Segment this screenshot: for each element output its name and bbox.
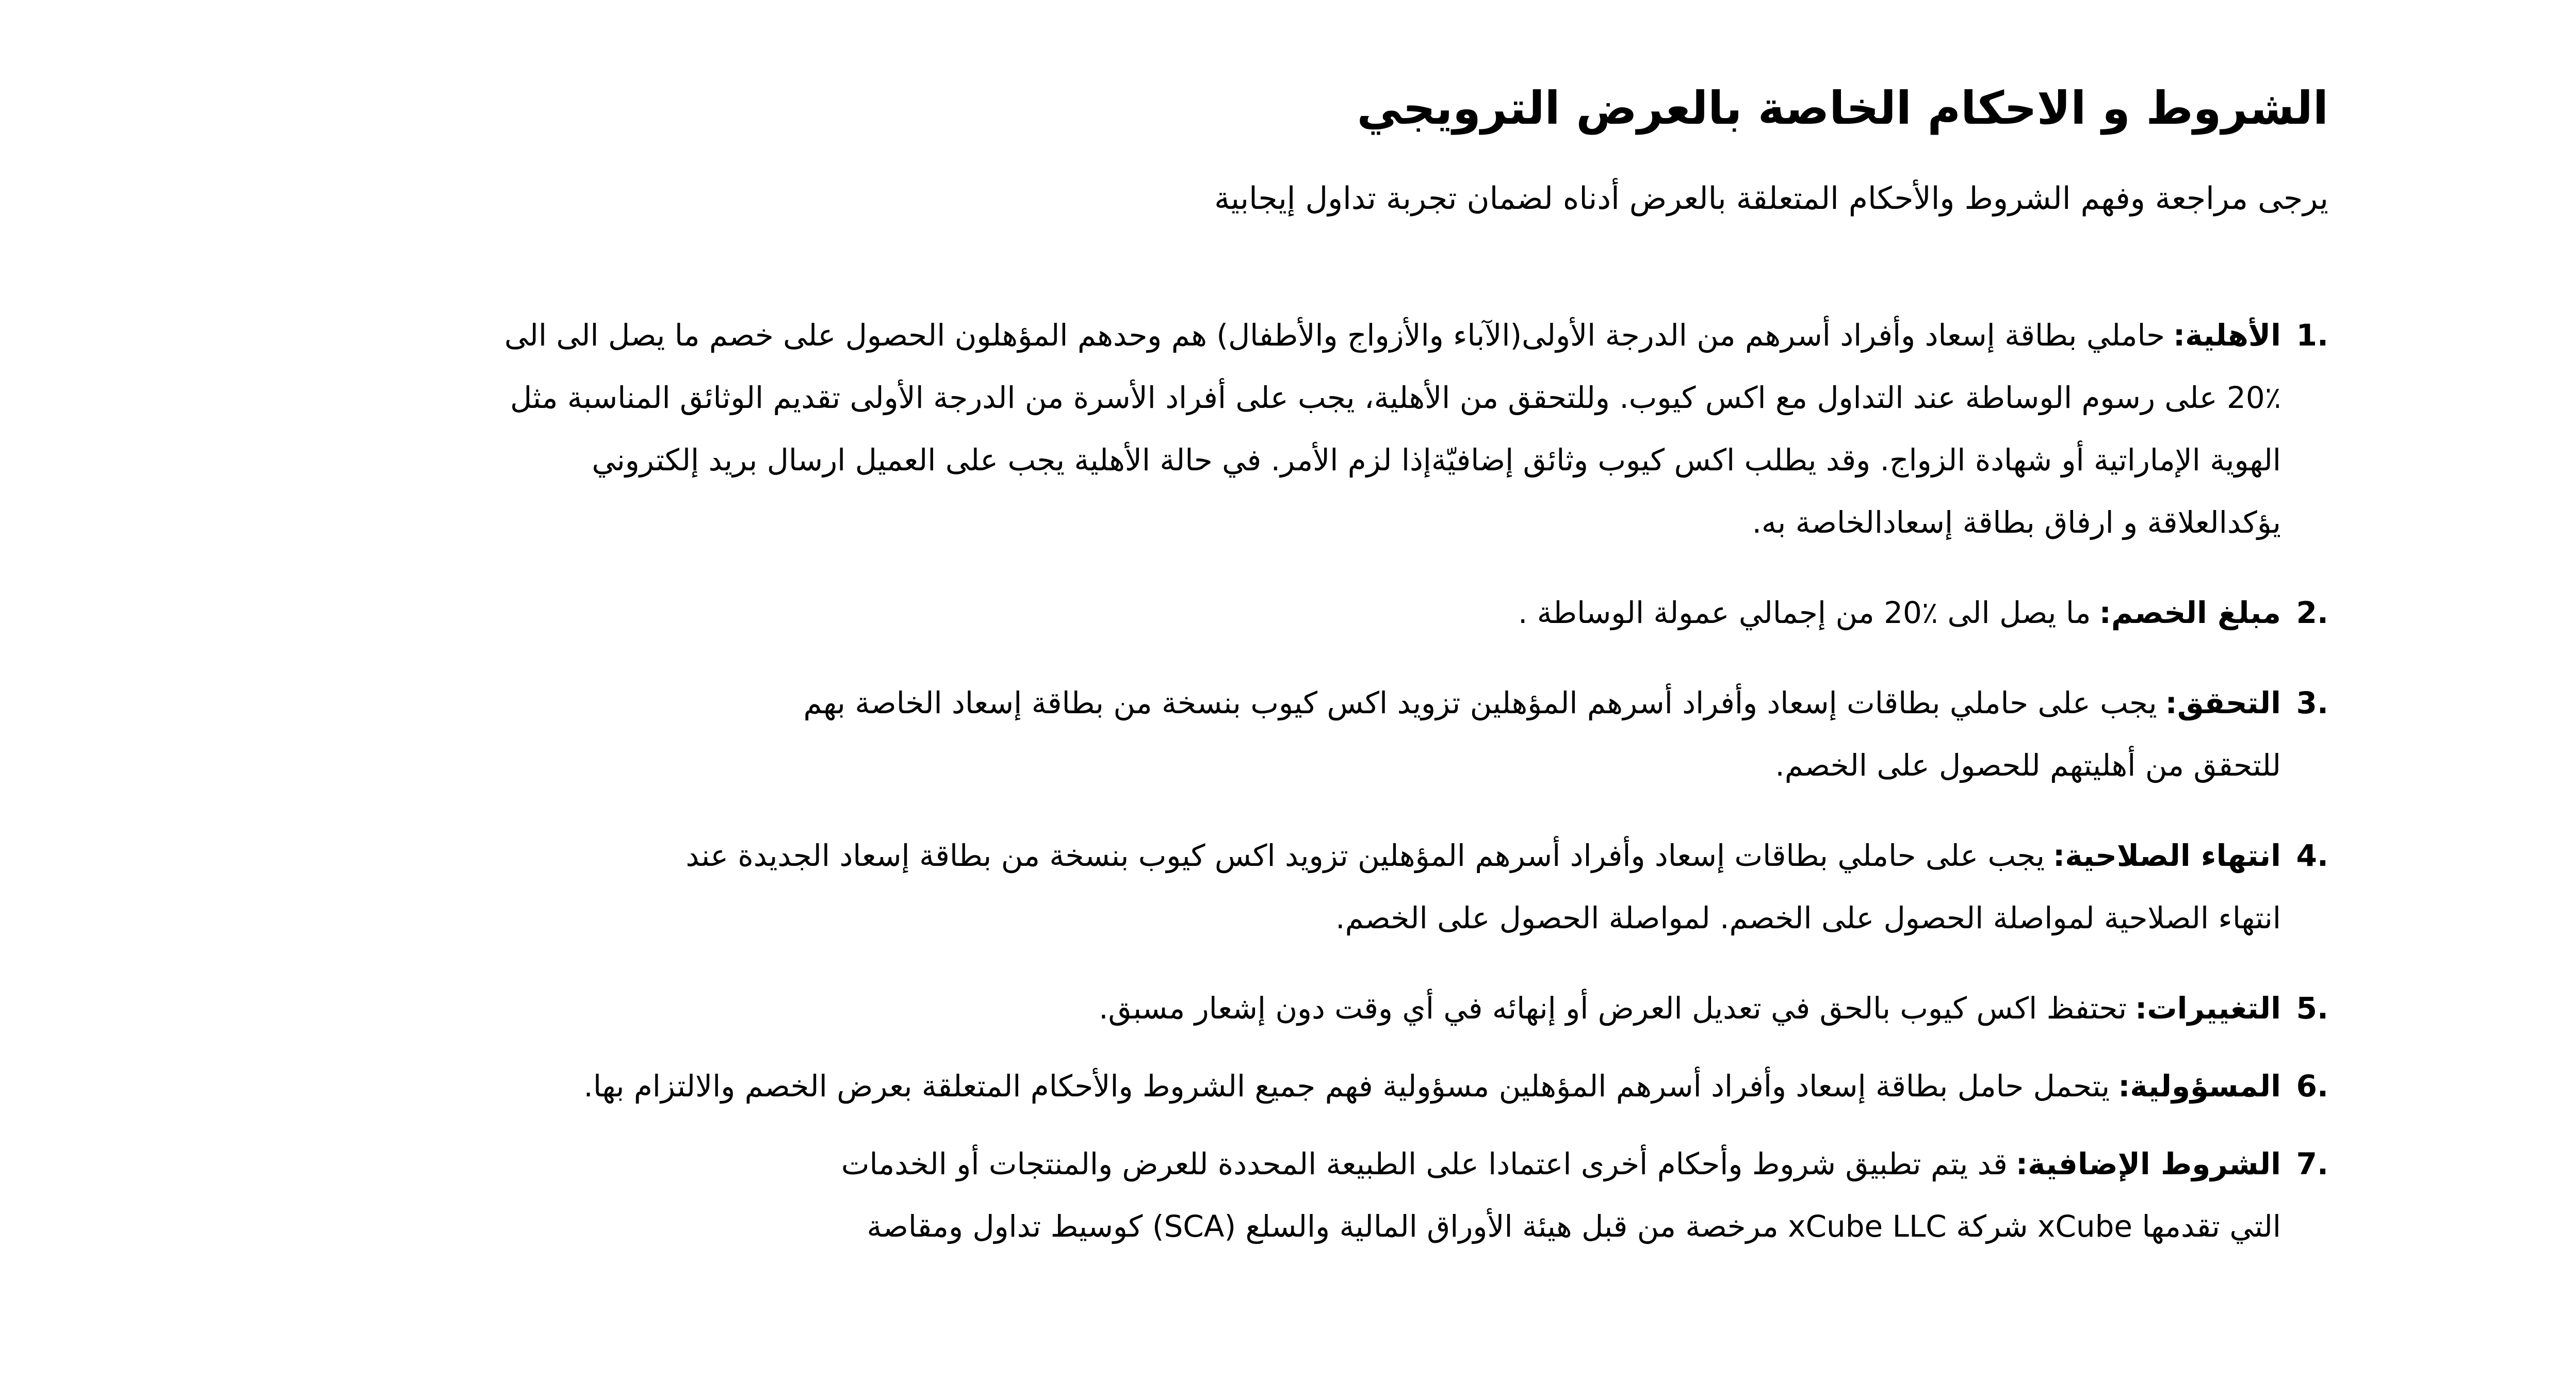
term-label: انتهاء الصلاحية: — [2053, 838, 2281, 873]
term-discount-amount — [420, 582, 2328, 644]
term-text: حاملي بطاقة إسعاد وأفراد أسرهم من الدرجة الأولى(الآباء والأزواج والأطفال) هم وحدهم المؤهلون الحصول على خصم ما يصل الى الى ٪20 على رسوم الوساطة عند التداول مع اكس كيوب. وللتحقق من الأهلية، يجب على أفراد الأسرة من الدرجة الأولى تقديم الوثائق المناسبة مثل الهوية الإماراتية أو شهادة الزواج. وقد يطلب اكس كيوب وثائق إضافيّةإذا لزم الأمر. في حالة الأهلية يجب على العميل ارسال بريد إلكتروني يؤكدالعلاقة و ارفاق بطاقة إسعادالخاصة به. — [504, 318, 2281, 540]
term-number: .1 — [2296, 318, 2328, 353]
term-number: .4 — [2296, 838, 2328, 873]
term-number: .2 — [2296, 595, 2328, 630]
terms-content — [420, 77, 2328, 1258]
term-label: المسؤولية: — [2118, 1069, 2281, 1104]
term-text: يتحمل حامل بطاقة إسعاد وأفراد أسرهم المؤهلين مسؤولية فهم جميع الشروط والأحكام المتعلقة بعرض الخصم والالتزام بها. — [583, 1069, 2110, 1104]
term-body — [476, 1055, 2288, 1118]
term-expiry — [420, 825, 2328, 949]
term-number: .7 — [2296, 1146, 2328, 1181]
term-label: الأهلية: — [2173, 318, 2281, 353]
term-body — [708, 672, 2288, 797]
term-body — [476, 977, 2288, 1040]
intro-text: يرجى مراجعة وفهم الشروط والأحكام المتعلقة بالعرض أدناه لضمان تجربة تداول إيجابية — [1214, 180, 2328, 217]
term-additional-conditions — [420, 1133, 2328, 1258]
term-number: .5 — [2296, 991, 2328, 1026]
term-body — [476, 304, 2288, 554]
term-verification — [420, 672, 2328, 797]
term-eligibility — [420, 304, 2328, 554]
term-label: مبلغ الخصم: — [2099, 595, 2281, 630]
term-text: ما يصل الى ٪20 من إجمالي عمولة الوساطة . — [1518, 595, 2091, 630]
term-text: يجب على حاملي بطاقات إسعاد وأفراد أسرهم المؤهلين تزويد اكس كيوب بنسخة من بطاقة إسعاد الجديدة عند انتهاء الصلاحية لمواصلة الحصول على الخصم. لمواصلة الحصول على الخصم. — [686, 838, 2281, 935]
term-body — [476, 582, 2288, 644]
term-number: .6 — [2296, 1069, 2328, 1104]
term-number: .3 — [2296, 685, 2328, 720]
term-label: الشروط الإضافية: — [2015, 1146, 2281, 1181]
term-body — [656, 825, 2288, 949]
term-changes — [420, 977, 2328, 1040]
page-title: الشروط و الاحكام الخاصة بالعرض الترويجي — [1357, 81, 2328, 135]
term-text: قد يتم تطبيق شروط وأحكام أخرى اعتمادا على الطبيعة المحددة للعرض والمنتجات أو الخدمات التي تقدمها xCube شركة xCube LLC مرخصة من قبل هيئة الأوراق المالية والسلع (SCA) كوسيط تداول ومقاصة — [841, 1146, 2281, 1244]
terms-list — [420, 304, 2328, 1258]
term-label: التغييرات: — [2135, 991, 2281, 1026]
term-responsibility — [420, 1055, 2328, 1118]
term-text: يجب على حاملي بطاقات إسعاد وأفراد أسرهم المؤهلين تزويد اكس كيوب بنسخة من بطاقة إسعاد الخاصة بهم للتحقق من أهليتهم للحصول على الخصم. — [803, 685, 2281, 783]
term-body — [837, 1133, 2288, 1258]
term-label: التحقق: — [2165, 685, 2281, 720]
term-text: تحتفظ اكس كيوب بالحق في تعديل العرض أو إنهائه في أي وقت دون إشعار مسبق. — [1099, 991, 2127, 1026]
